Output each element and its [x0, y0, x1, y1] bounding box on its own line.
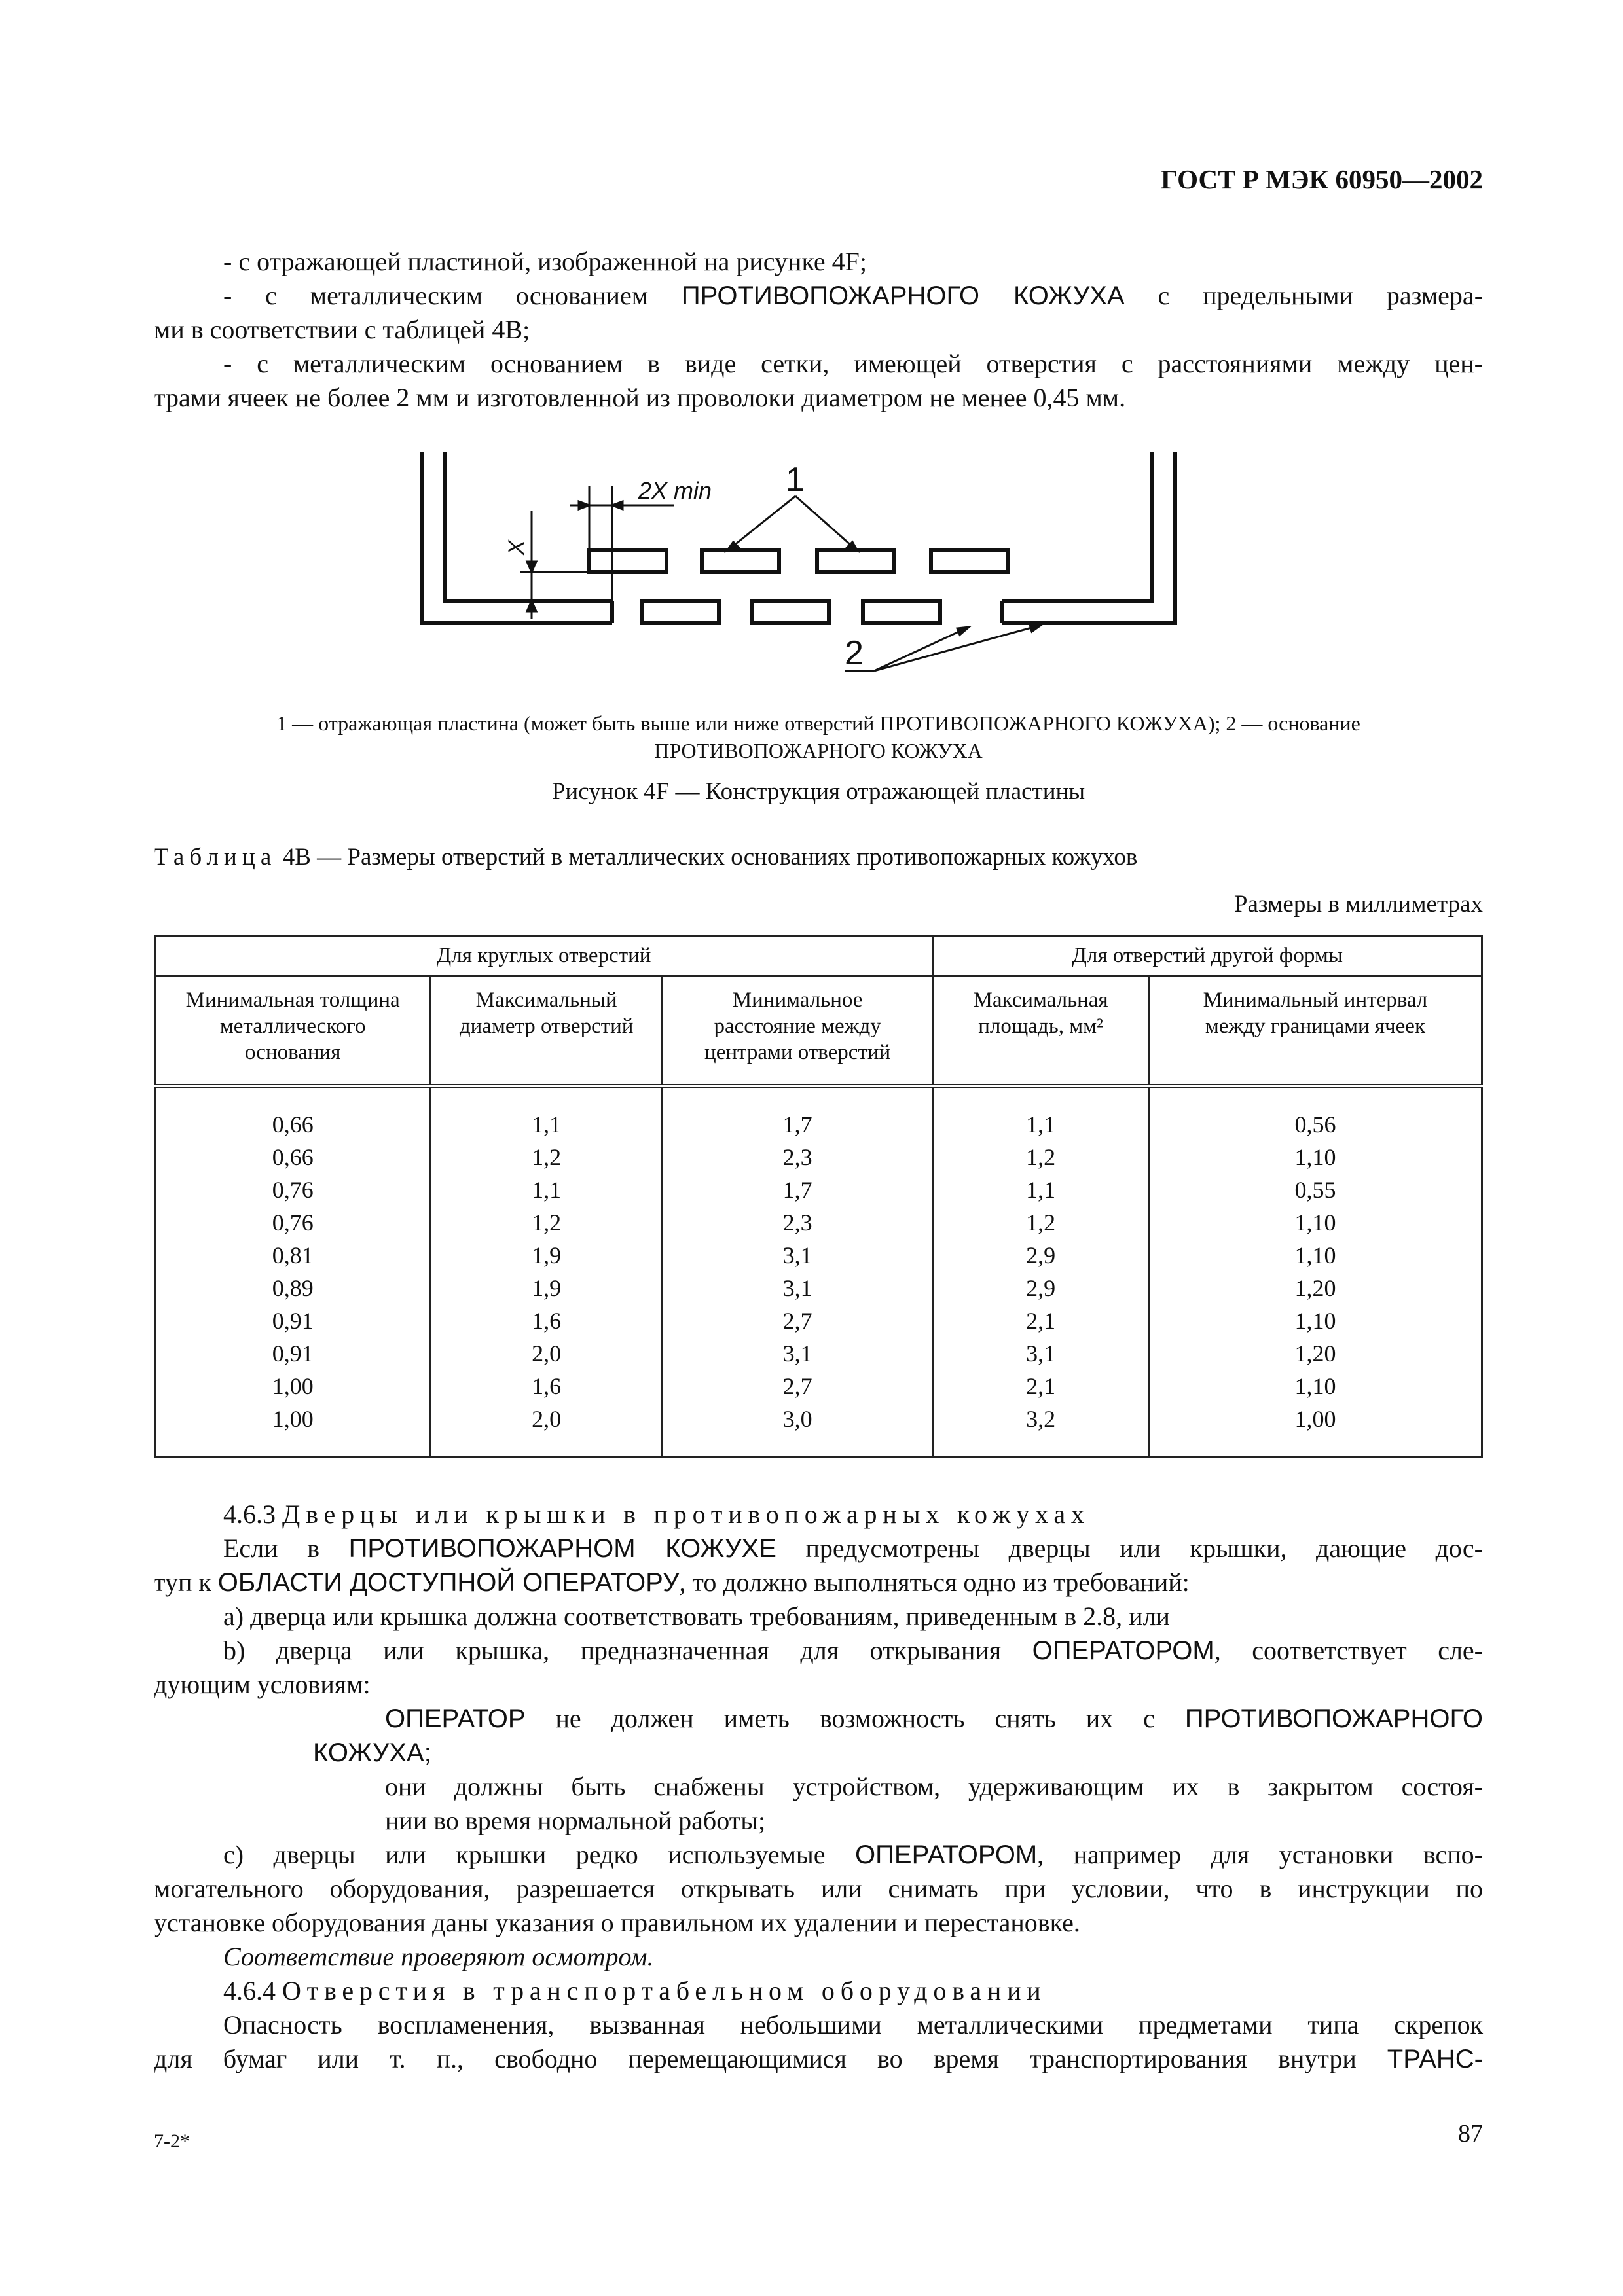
- label-2x-min: 2X min: [638, 477, 712, 504]
- intro-line-3: ми в соответствии с таблицей 4В;: [154, 315, 530, 344]
- base-segment: [752, 601, 829, 623]
- reflect-plate-segment: [702, 550, 779, 572]
- section-463-item-b-line-2: дующим условиям:: [154, 1670, 371, 1699]
- col-header-spacing: Минимальное расстояние между центрами отверстий: [662, 976, 932, 1086]
- col-diameter-values: 1,1 1,2 1,1 1,2 1,9 1,9 1,6 2,0 1,6 2,0: [431, 1086, 663, 1458]
- section-463-item-b-line-1: b) дверца или крышка, предназначенная для открывания ОПЕРАТОРОМ, соответствует сле-: [223, 1636, 1483, 1665]
- leader-2b-arrow: [1030, 625, 1041, 632]
- left-enclosure-outer: [422, 452, 612, 623]
- condition-1-line-1: ОПЕРАТОР не должен иметь возможность снять их с ПРОТИВОПОЖАРНОГО: [385, 1704, 1484, 1733]
- section-463-item-a: а) дверца или крышка должна соответствовать требованиям, приведенным в 2.8, или: [223, 1602, 1170, 1631]
- label-x: X: [504, 540, 529, 555]
- intro-line-1: - с отражающей пластиной, изображенной на рисунке 4F;: [223, 247, 867, 276]
- compliance-check: Соответствие проверяют осмотром.: [223, 1942, 654, 1971]
- left-enclosure-inner: [445, 452, 612, 601]
- leader-2a-arrow: [957, 627, 969, 635]
- table-column-header-row: [155, 976, 1482, 1086]
- intro-line-2: - с металлическим основанием ПРОТИВОПОЖАРНОГО КОЖУХА с предельными размера-: [223, 281, 1484, 310]
- figure-4f-diagram: [393, 439, 1231, 700]
- reflect-plate-segment: [817, 550, 894, 572]
- document-standard-header: ГОСТ Р МЭК 60950—2002: [1161, 164, 1483, 194]
- group-header-other: Для отверстий другой формы: [933, 936, 1482, 976]
- section-463-item-c-line-1: с) дверцы или крышки редко используемые ОПЕРАТОРОМ, например для установки вспо-: [223, 1840, 1484, 1869]
- intro-line-4: - с металлическим основанием в виде сетки, имеющей отверстия с расстояниями между цен-: [223, 349, 1483, 378]
- condition-2-line-2: нии во время нормальной работы;: [385, 1806, 766, 1835]
- figure-note: [154, 709, 1483, 764]
- right-enclosure-outer: [1002, 452, 1175, 623]
- col-header-thickness: Минимальная толщина металлического основания: [155, 976, 431, 1086]
- condition-2-line-1: они должны быть снабжены устройством, удерживающим их в закрытом состоя-: [385, 1772, 1483, 1801]
- figure-note-line-1: 1 — отражающая пластина (может быть выше или ниже отверстий ПРОТИВОПОЖАРНОГО КОЖУХА); 2 — основание: [276, 711, 1360, 735]
- section-464-p2: для бумаг или т. п., свободно перемещающимися во время транспортирования внутри ТРАНС-: [154, 2044, 1483, 2073]
- col-area-values: 1,1 1,2 1,1 1,2 2,9 2,9 2,1 3,1 2,1 3,2: [933, 1086, 1149, 1458]
- section-463-p1: Если в ПРОТИВОПОЖАРНОМ КОЖУХЕ предусмотрены дверцы или крышки, дающие дос-: [223, 1534, 1484, 1563]
- leader-1a: [727, 496, 795, 551]
- right-enclosure-inner: [1002, 452, 1152, 601]
- 2x-arrow-right: [612, 501, 623, 509]
- figure-note-line-2: ПРОТИВОПОЖАРНОГО КОЖУХА: [654, 739, 983, 762]
- table-title: Таблица 4В — Размеры отверстий в металлических основаниях противопожарных кожухов: [154, 844, 1138, 870]
- page-number: 87: [1458, 2120, 1483, 2147]
- figure-title: Рисунок 4F — Конструкция отражающей пластины: [551, 778, 1085, 805]
- dimensions-table: [154, 935, 1483, 1458]
- condition-1-line-2: КОЖУХА;: [313, 1738, 431, 1767]
- reflect-plate-segment: [931, 550, 1008, 572]
- table-group-header-row: [155, 936, 1482, 976]
- section-463-p2: туп к ОБЛАСТИ ДОСТУПНОЙ ОПЕРАТОРУ, то должно выполняться одно из требований:: [154, 1568, 1190, 1597]
- base-segment: [863, 601, 940, 623]
- footer-signature-mark: 7-2*: [154, 2130, 190, 2152]
- base-segment: [642, 601, 719, 623]
- label-1: 1: [786, 461, 805, 499]
- 2x-arrow-left: [579, 501, 589, 509]
- col-header-diameter: Максимальный диаметр отверстий: [431, 976, 663, 1086]
- intro-line-5: трами ячеек не более 2 мм и изготовленной из проволоки диаметром не менее 0,45 мм.: [154, 383, 1126, 412]
- label-2: 2: [845, 634, 864, 672]
- col-thickness-values: 0,66 0,66 0,76 0,76 0,81 0,89 0,91 0,91 1,00 1,00: [155, 1086, 431, 1458]
- section-464-p1: Опасность воспламенения, вызванная небольшими металлическими предметами типа скрепок: [223, 2010, 1483, 2039]
- section-464-heading: 4.6.4 Отверстия в транспортабельном оборудовании: [223, 1976, 1047, 2005]
- reflect-plate-segment: [589, 550, 666, 572]
- section-463-item-c-line-2: могательного оборудования, разрешается открывать или снимать при условии, что в инструкции по: [154, 1874, 1483, 1903]
- col-spacing-values: 1,7 2,3 1,7 2,3 3,1 3,1 2,7 3,1 2,7 3,0: [662, 1086, 932, 1458]
- col-interval-values: 0,56 1,10 0,55 1,10 1,10 1,20 1,10 1,20 1,10 1,00: [1148, 1086, 1482, 1458]
- col-header-interval: Минимальный интервал между границами ячеек: [1148, 976, 1482, 1086]
- col-header-area: Максимальная площадь, мм²: [933, 976, 1149, 1086]
- table-units: Размеры в миллиметрах: [1233, 891, 1483, 918]
- x-arrow-top: [527, 562, 536, 572]
- section-463-heading: 4.6.3 Дверцы или крышки в противопожарных кожухах: [223, 1499, 1090, 1529]
- leader-1b: [795, 496, 858, 551]
- group-header-round: Для круглых отверстий: [155, 936, 933, 976]
- section-463-item-c-line-3: установке оборудования даны указания о правильном их удалении и перестановке.: [154, 1908, 1080, 1937]
- table-body-row: [155, 1086, 1482, 1458]
